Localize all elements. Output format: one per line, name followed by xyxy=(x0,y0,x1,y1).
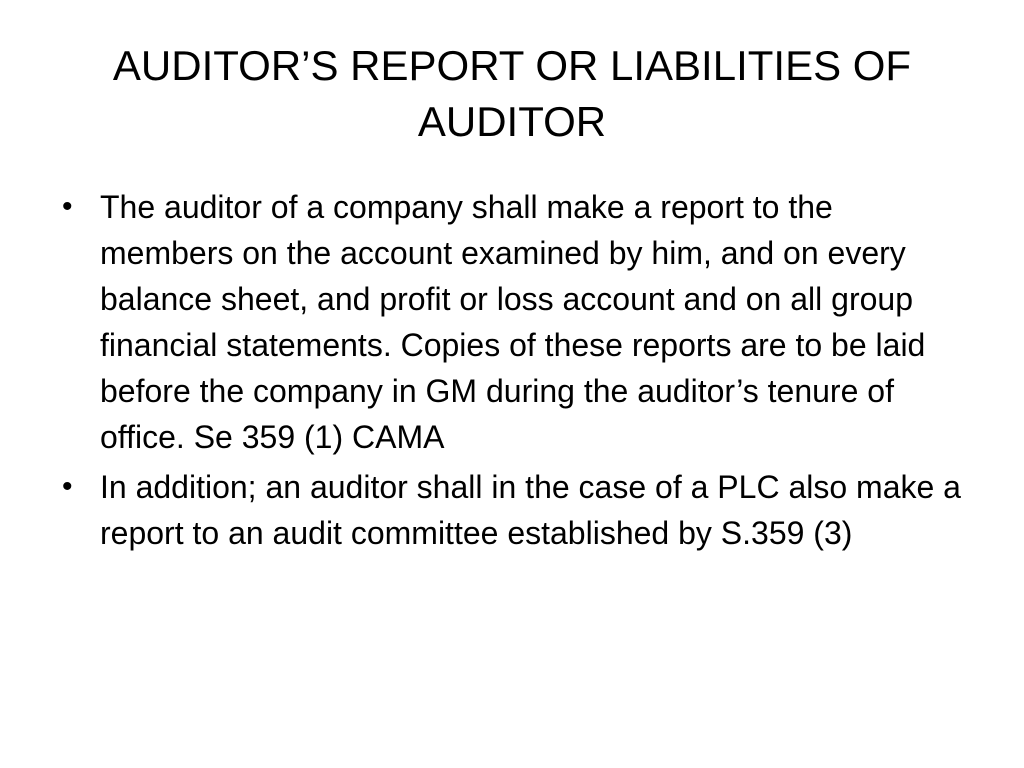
bullet-text: In addition; an auditor shall in the case of a PLC also make a report to an audit committee established by S.359 (3) xyxy=(100,469,961,551)
slide-body xyxy=(62,184,962,560)
slide-title: AUDITOR’S REPORT OR LIABILITIES OF AUDITOR xyxy=(112,42,912,145)
bullet-item xyxy=(62,464,962,556)
bullet-item xyxy=(62,184,962,460)
bullet-dot-icon: • xyxy=(62,190,73,223)
bullet-text: The auditor of a company shall make a report to the members on the account examined by him, and on every balance sheet, and profit or loss account and on all group financial statements. Copies of these reports are to be laid before the company in GM during the auditor’s tenure of office. Se 359 (1) CAMA xyxy=(100,189,926,455)
bullet-dot-icon: • xyxy=(62,470,73,503)
